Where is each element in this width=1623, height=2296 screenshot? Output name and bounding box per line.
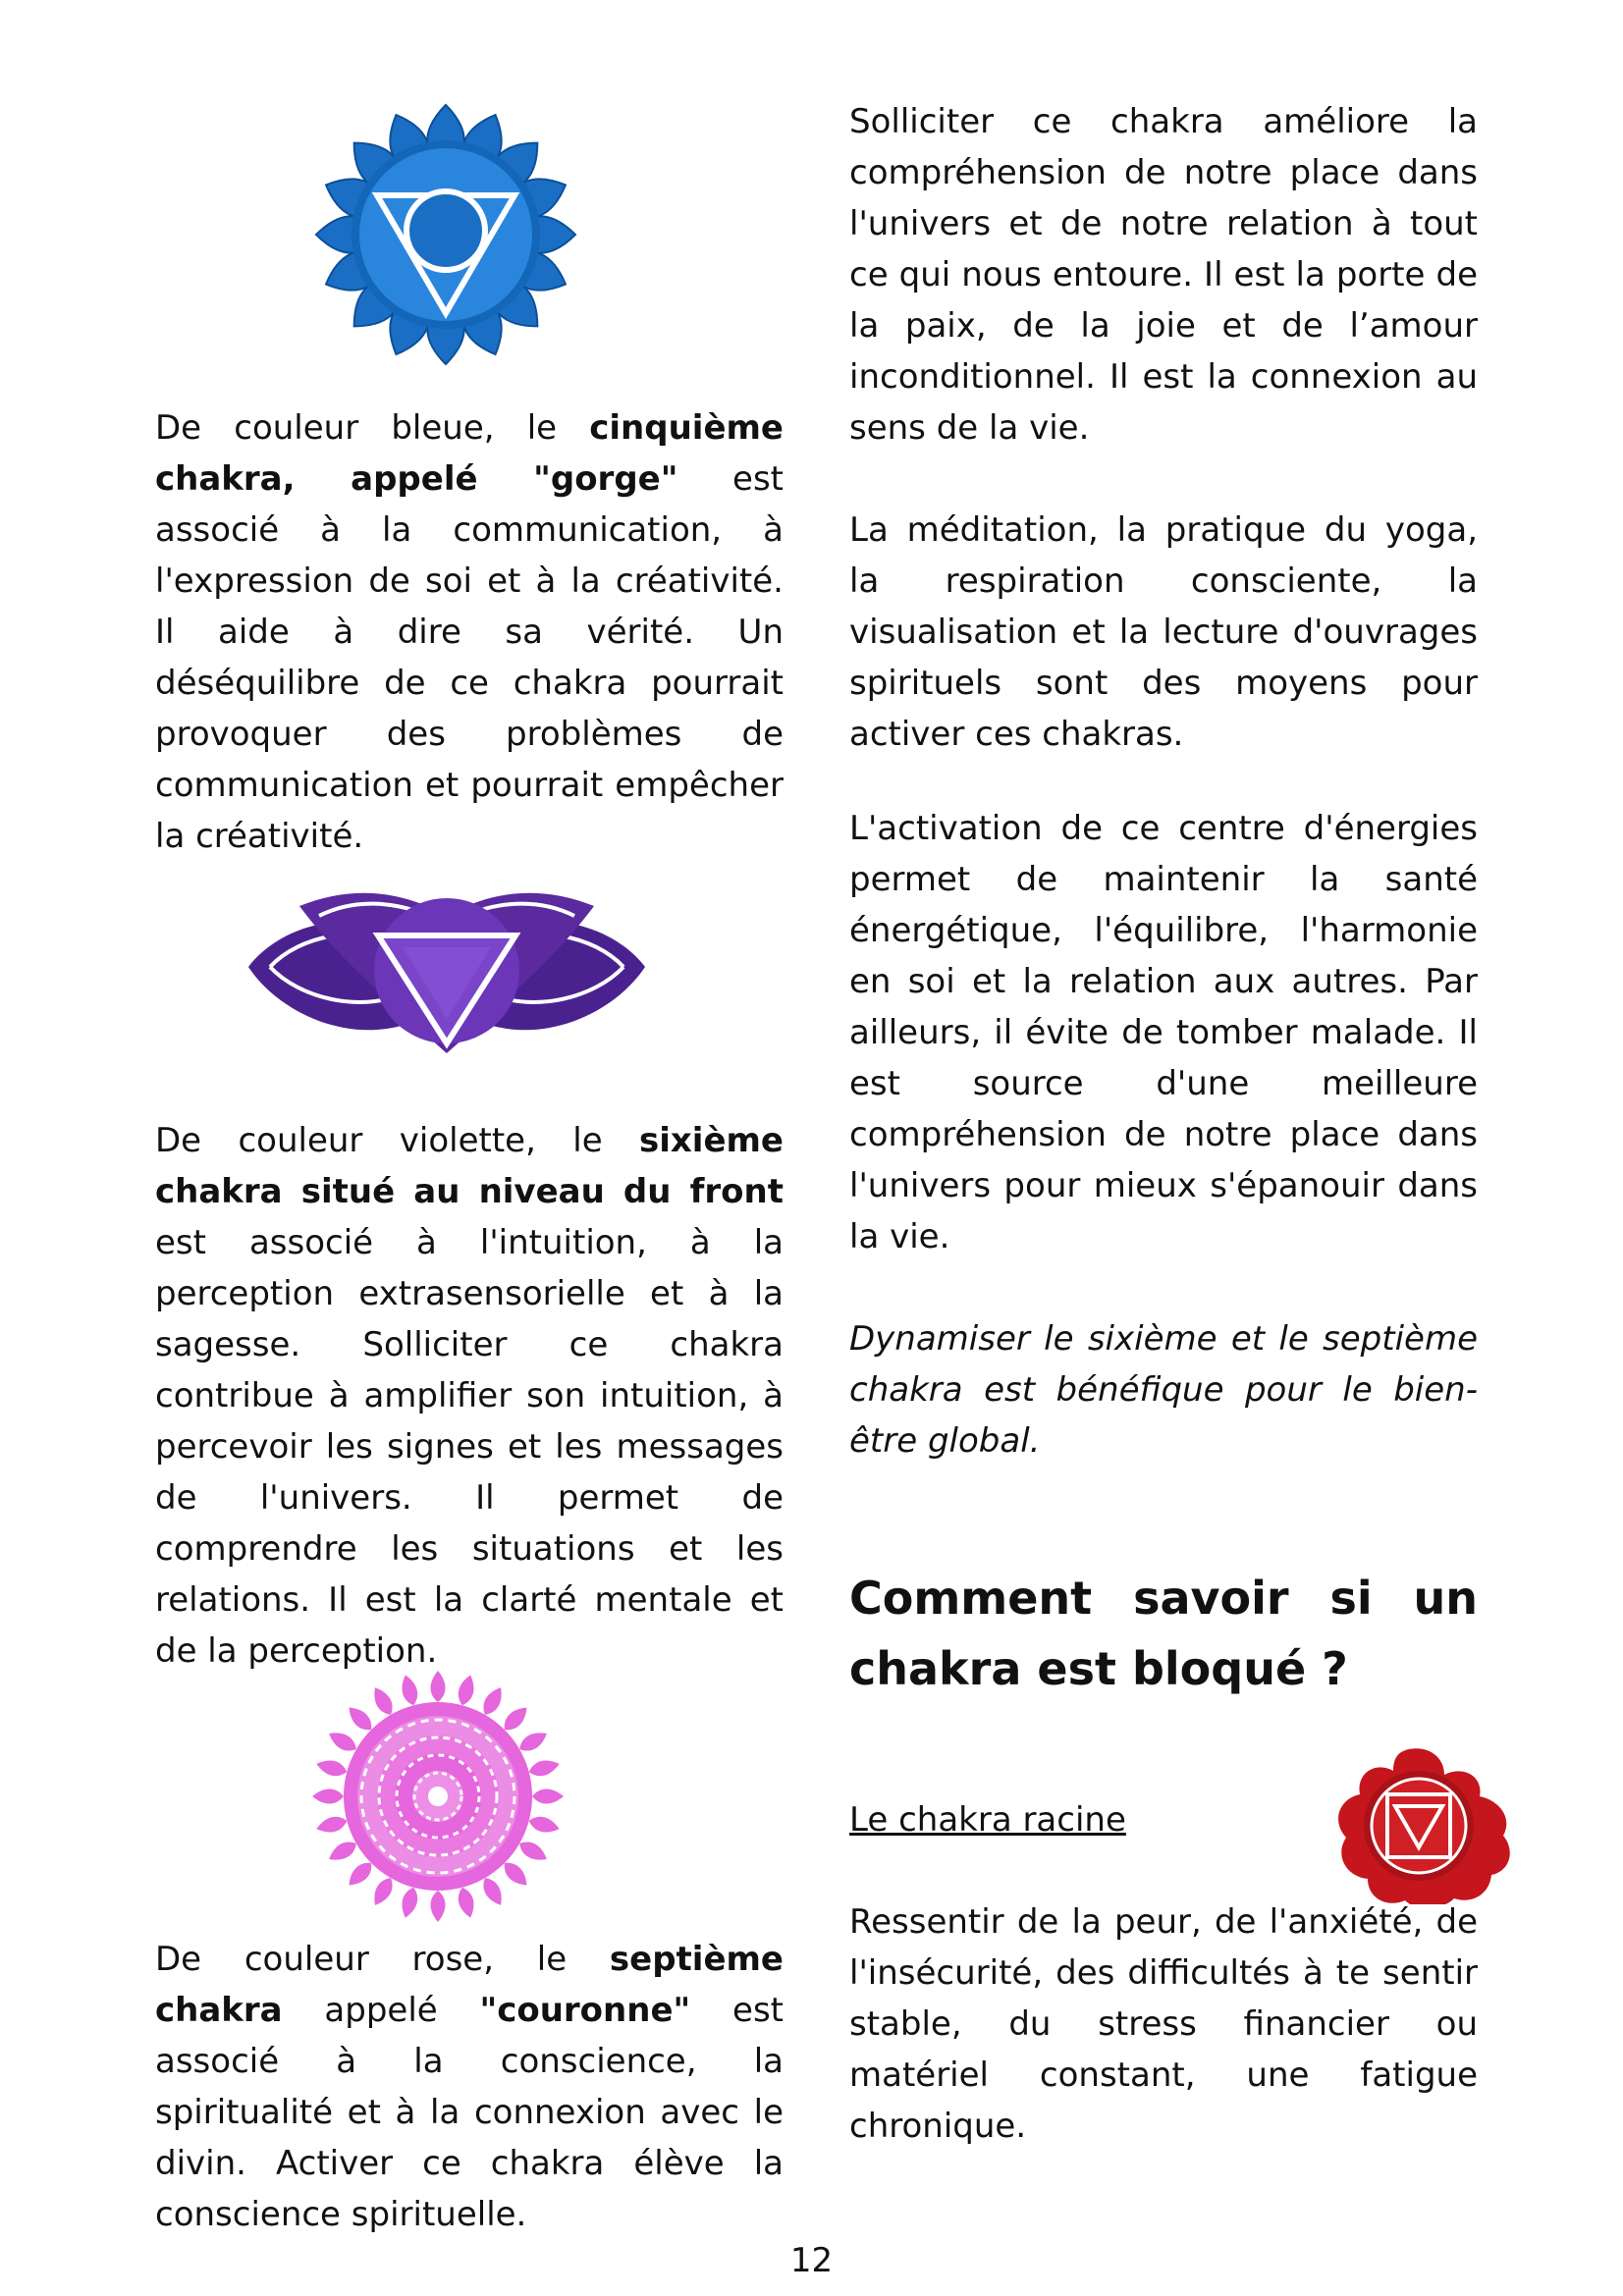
root-chakra-icon [1317, 1747, 1521, 1904]
section-heading: Comment savoir si un chakra est bloqué ? [849, 1572, 1478, 1695]
crown-chakra-paragraph: De couleur rose, le septième chakra appelé "couronne" est associé à la conscience, la spiritualité et à la connexion avec le divin. Activer ce chakra élève la conscience spirituelle. [155, 1940, 784, 2234]
third-eye-chakra-paragraph: De couleur violette, le sixième chakra situé au niveau du front est associé à l'intuition, à la perception extrasensorielle et à la sagesse. Solliciter ce chakra contribue à amplifier son intuition, à percevoir les signes et les messages de l'univers. Il permet de comprendre les situations et les relations. Il est la clarté mentale et de la perception. [155, 1121, 784, 1671]
right-paragraph-3: L'activation de ce centre d'énergies permet de maintenir la santé énergétique, l'équilibre, l'harmonie en soi et la relation aux autres. Par ailleurs, il évite de tomber malade. Il est source d'une meilleure compréhension de notre place dans l'univers pour mieux s'épanouir dans la vie. [849, 809, 1478, 1256]
crown-chakra-icon [300, 1669, 575, 1924]
third-eye-chakra-icon [241, 877, 653, 1058]
root-chakra-paragraph: Ressentir de la peur, de l'anxiété, de l'insécurité, des difficultés à te sentir stable, du stress financier ou matériel constant, une fatigue chronique. [849, 1902, 1478, 2146]
right-paragraph-2: La méditation, la pratique du yoga, la respiration consciente, la visualisation et la lecture d'ouvrages spirituels sont des moyens pour activer ces chakras. [849, 510, 1478, 754]
page-number: 12 [789, 2241, 834, 2280]
root-chakra-subheading: Le chakra racine [849, 1800, 1126, 1840]
right-paragraph-italic: Dynamiser le sixième et le septième chakra est bénéfique pour le bien-être global. [849, 1319, 1478, 1461]
throat-chakra-paragraph: De couleur bleue, le cinquième chakra, appelé "gorge" est associé à la communication, à l'expression de soi et à la créativité. Il aide à dire sa vérité. Un déséquilibre de ce chakra pourrait provoquer des problèmes de communication et pourrait empêcher la créativité. [155, 408, 784, 856]
throat-chakra-icon [289, 101, 603, 368]
right-paragraph-1: Solliciter ce chakra améliore la compréhension de notre place dans l'univers et de notre relation à tout ce qui nous entoure. Il est la porte de la paix, de la joie et de l’amour inconditionnel. Il est la connexion au sens de la vie. [849, 102, 1478, 448]
